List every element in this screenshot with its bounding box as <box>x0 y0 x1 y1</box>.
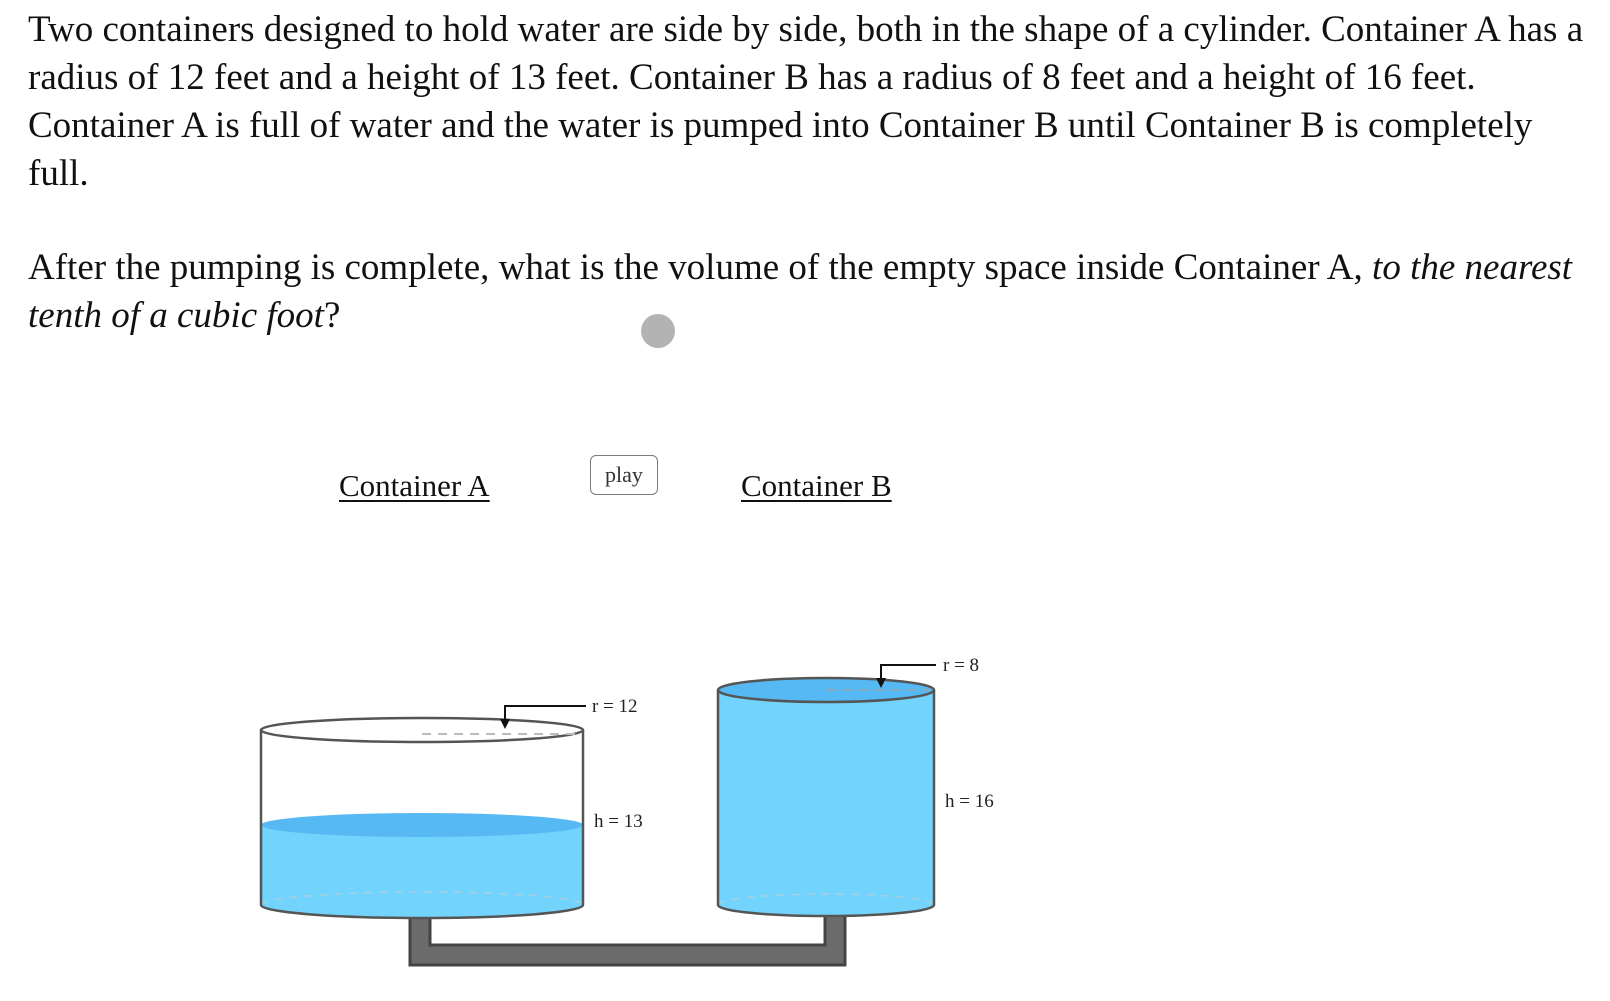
container-a-water-surface <box>261 813 583 837</box>
container-a-link[interactable]: Container A <box>339 468 490 503</box>
problem-paragraph-1: Two containers designed to hold water are side by side, both in the shape of a cylinder. Container A has a radius of 12 feet and a height of 13 feet. Container B has a radius of 8 feet and a height of 16 feet. Container A is full of water and the water is pumped into Container B until Container B is completely full. <box>28 9 1584 194</box>
question-prompt: After the pumping is complete, what is the volume of the empty space inside Container A, <box>28 247 1373 288</box>
question-mark: ? <box>323 295 341 336</box>
container-a <box>261 696 643 918</box>
container-a-height-label: h = 13 <box>594 811 643 832</box>
connecting-pipe-inner <box>420 915 835 955</box>
container-a-radius-label: r = 12 <box>592 696 638 717</box>
container-a-top-rim <box>261 718 583 742</box>
play-button[interactable]: play <box>590 455 658 495</box>
container-b-height-label: h = 16 <box>945 791 994 812</box>
container-a-water <box>261 825 583 918</box>
container-b-link[interactable]: Container B <box>741 468 892 503</box>
container-b-radius-label: r = 8 <box>943 655 980 676</box>
question-precision: to the nearest tenth of a cubic foot <box>28 247 1573 336</box>
container-b <box>718 655 994 916</box>
container-b-water <box>718 690 934 916</box>
